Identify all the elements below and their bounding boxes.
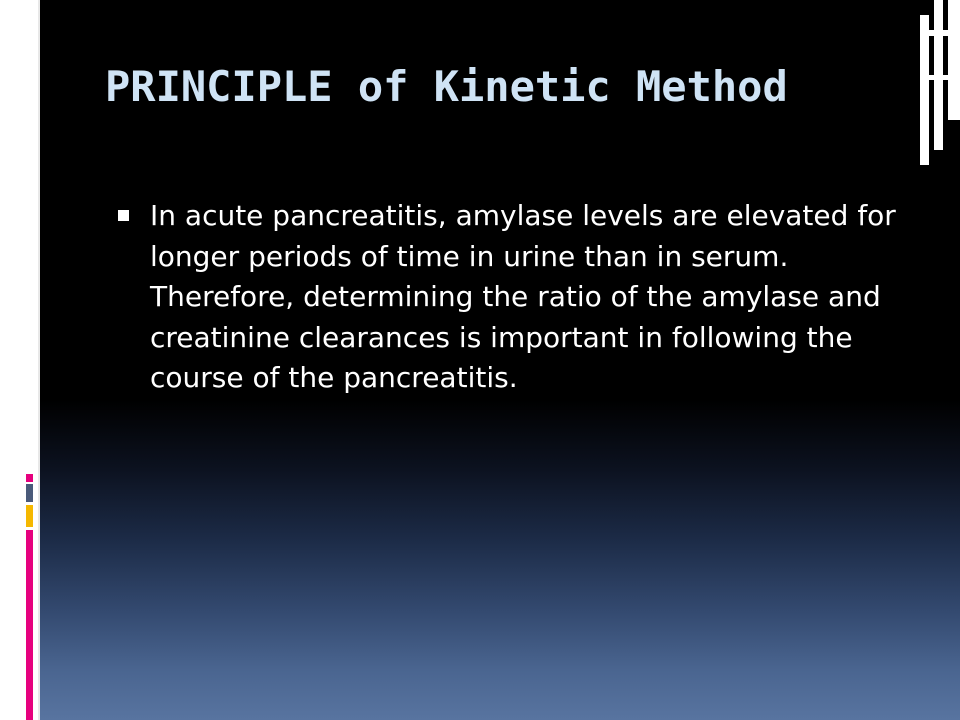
yellow-accent-bar xyxy=(26,505,33,527)
slide-content xyxy=(118,196,918,399)
gray-accent-bar xyxy=(26,484,33,502)
square-bullet-icon xyxy=(118,210,129,221)
left-edge-line xyxy=(38,0,40,720)
bullet-text: In acute pancreatitis, amylase levels are elevated for longer periods of time in urine than in serum. Therefore, determining the ratio of the amylase and creatinine clearances is important in following the course of the pancreatitis. xyxy=(150,199,896,394)
slide-title: PRINCIPLE of Kinetic Method xyxy=(105,62,788,111)
corner-decorative-tiles xyxy=(920,0,960,165)
bullet-item xyxy=(118,196,918,399)
pink-accent-bar-small xyxy=(26,474,33,482)
pink-accent-bar xyxy=(26,530,33,720)
accent-separator xyxy=(26,502,33,504)
